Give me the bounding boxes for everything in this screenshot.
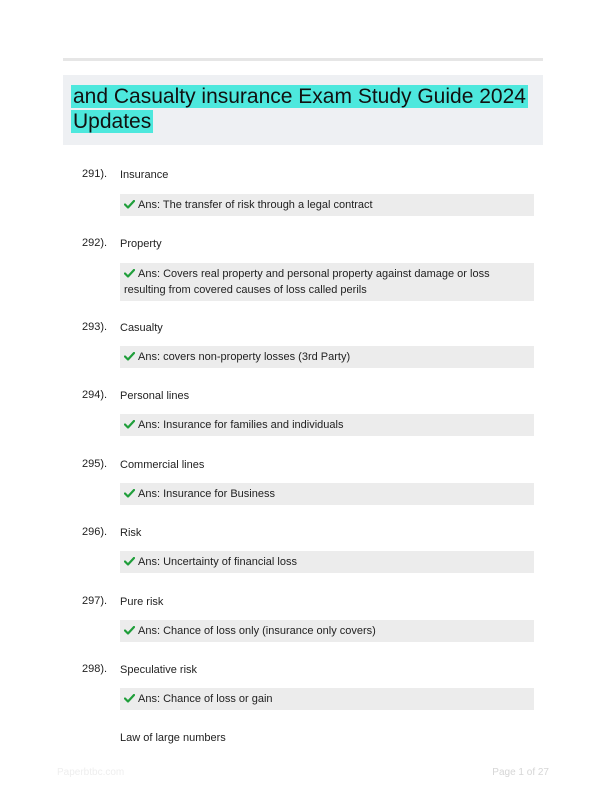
answer-box [120,483,534,505]
answer-box [120,688,534,710]
answer-text: Ans: Insurance for Business [138,488,275,500]
answer-text: Ans: Chance of loss or gain [138,693,273,705]
answer-text: Ans: Uncertainty of financial loss [138,556,297,568]
answer-text: Ans: Chance of loss only (insurance only covers) [138,625,376,637]
answer-box [120,551,534,573]
question-term: Pure risk [120,596,164,608]
check-icon [124,269,135,278]
question-number: 294). [82,389,108,401]
answer-text: Ans: Insurance for families and individuals [138,419,344,431]
check-icon [124,420,135,429]
question-term: Personal lines [120,390,190,402]
question-term: Risk [120,527,142,539]
check-icon [124,489,135,498]
question-term: Law of large numbers [120,732,226,744]
question-term: Speculative risk [120,664,198,676]
answer-text: Ans: covers non-property losses (3rd Party) [138,351,351,363]
question-number: 291). [82,168,108,180]
question-term: Insurance [120,169,169,181]
answer-box [120,263,534,301]
title-banner [63,75,543,145]
check-icon [124,200,135,209]
question-number: 298). [82,663,108,675]
question-number: 293). [82,321,108,333]
question-term: Property [120,238,162,250]
answer-box [120,620,534,642]
answer-box [120,194,534,216]
watermark: Paperbtbc.com [57,767,125,778]
answer-text: Ans: Covers real property and personal property against damage or loss resulting from covered causes of loss called perils [124,268,490,296]
question-term: Commercial lines [120,459,205,471]
question-number: 292). [82,237,108,249]
top-divider [63,58,543,61]
check-icon [124,694,135,703]
question-number: 295). [82,458,108,470]
page-number: Page 1 of 27 [492,767,549,778]
answer-box [120,346,534,368]
document-title: and Casualty insurance Exam Study Guide 2024 Updates [73,85,526,133]
answer-text: Ans: The transfer of risk through a legal contract [138,199,373,211]
question-number: 297). [82,595,108,607]
question-number: 296). [82,526,108,538]
check-icon [124,626,135,635]
check-icon [124,352,135,361]
answer-box [120,414,534,436]
check-icon [124,557,135,566]
question-term: Casualty [120,322,163,334]
